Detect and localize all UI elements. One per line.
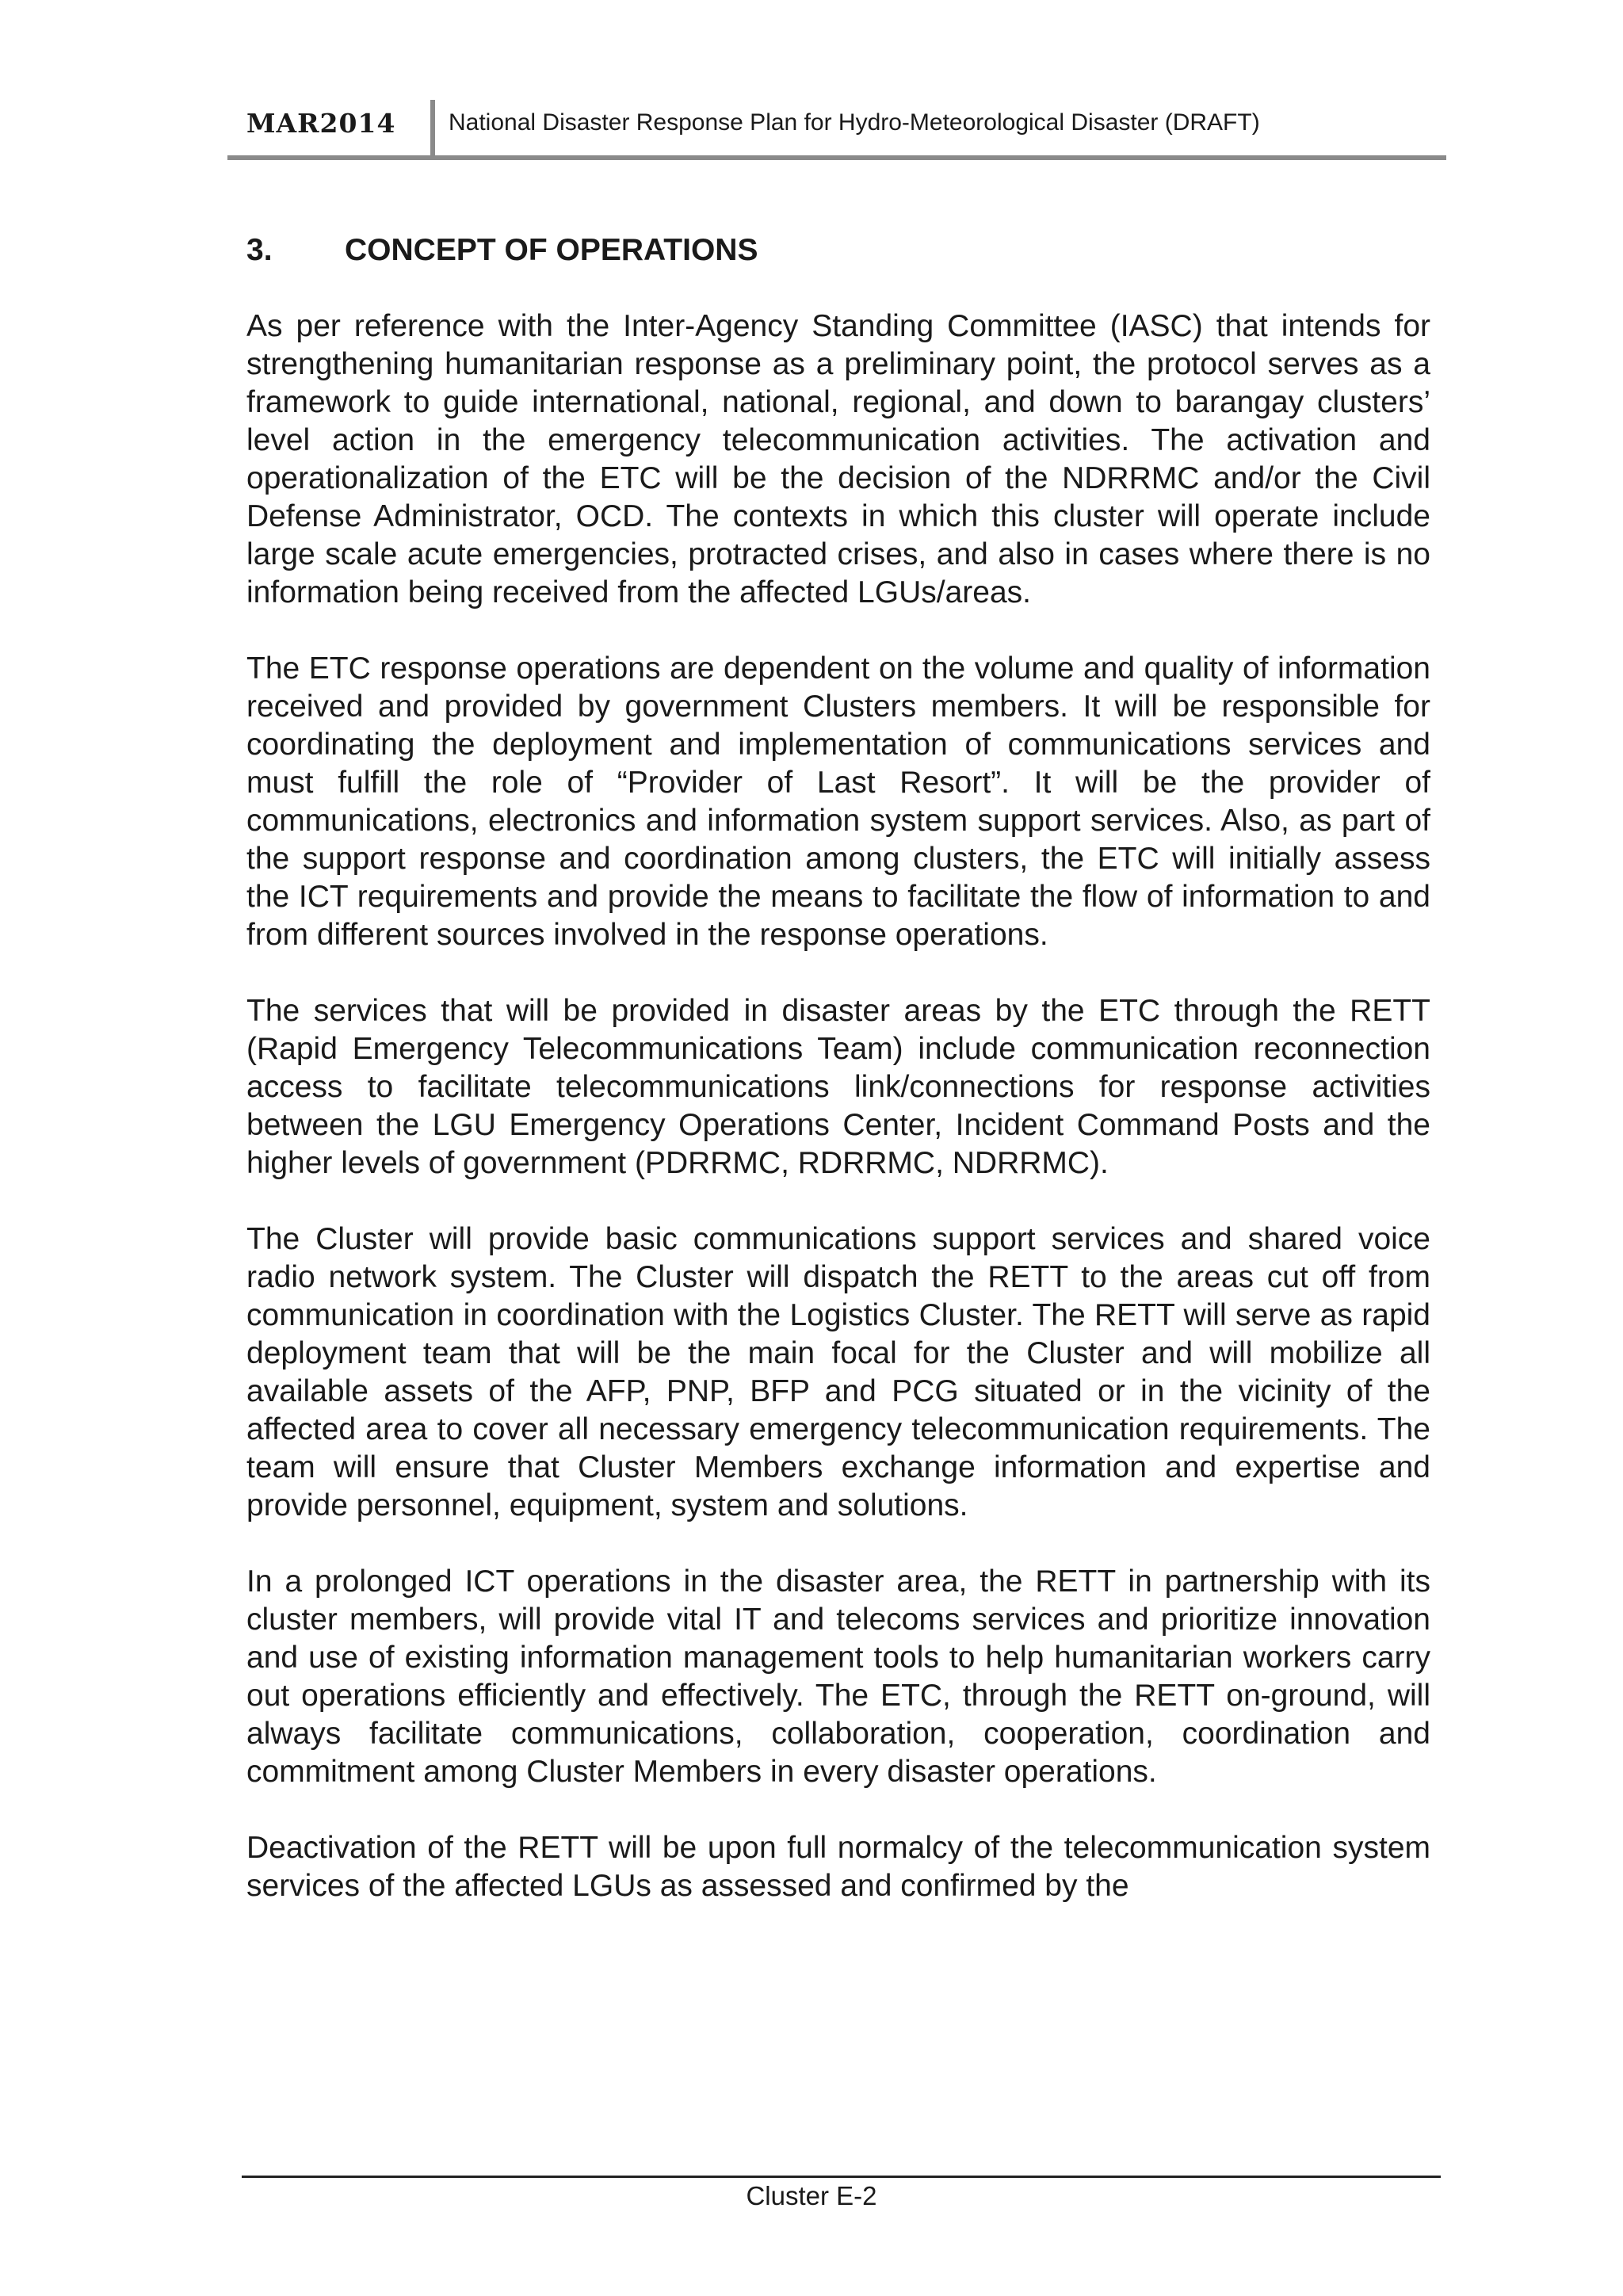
section-heading	[246, 231, 1430, 269]
paragraph-prolonged-ict: In a prolonged ICT operations in the disaster area, the RETT in partnership with its cluster members, will provide vital IT and telecoms services and prioritize innovation and use of existing information management tools to help humanitarian workers carry out operations efficiently and effectively. The ETC, through the RETT on-ground, will always facilitate communications, collaboration, cooperation, coordination and commitment among Cluster Members in every disaster operations.	[246, 1564, 1430, 1789]
page-number: Cluster E-2	[746, 2181, 877, 2210]
header-title: National Disaster Response Plan for Hydro-Meteorological Disaster (DRAFT)	[449, 109, 1260, 136]
header-date: MAR2014	[246, 108, 396, 139]
header-rule	[227, 155, 1446, 160]
section-title: CONCEPT OF OPERATIONS	[345, 233, 758, 267]
paragraph-cluster-support: The Cluster will provide basic communications support services and shared voice radio network system. The Cluster will dispatch the RETT to the areas cut off from communication in coordination with the Logistics Cluster. The RETT will serve as rapid deployment team that will be the main focal for the Cluster and will mobilize all available assets of the AFP, PNP, BFP and PCG situated or in the vicinity of the affected area to cover all necessary emergency telecommunication requirements. The team will ensure that Cluster Members exchange information and expertise and provide personnel, equipment, system and solutions.	[246, 1222, 1430, 1522]
page-header	[227, 94, 1446, 160]
paragraph-etc-response: The ETC response operations are dependent on the volume and quality of information received and provided by government Clusters members. It will be responsible for coordinating the deployment and implementation of communications services and must fulfill the role of “Provider of Last Resort”. It will be the provider of communications, electronics and information system support services. Also, as part of the support response and coordination among clusters, the ETC will initially assess the ICT requirements and provide the means to facilitate the flow of information to and from different sources involved in the response operations.	[246, 651, 1430, 952]
header-divider	[430, 100, 435, 157]
paragraph-deactivation: Deactivation of the RETT will be upon full normalcy of the telecommunication system services of the affected LGUs as assessed and confirmed by the	[246, 1831, 1430, 1903]
footer-rule	[242, 2176, 1441, 2178]
paragraph-rett-services: The services that will be provided in disaster areas by the ETC through the RETT (Rapid Emergency Telecommunications Team) include communication reconnection access to facilitate telecommunications link/connections for response activities between the LGU Emergency Operations Center, Incident Command Posts and the higher levels of government (PDRRMC, RDRRMC, NDRRMC).	[246, 994, 1430, 1180]
paragraph-iasc-framework: As per reference with the Inter-Agency Standing Committee (IASC) that intends for strengthening humanitarian response as a preliminary point, the protocol serves as a framework to guide international, national, regional, and down to barangay clusters’ level action in the emergency telecommunication activities. The activation and operationalization of the ETC will be the decision of the NDRRMC and/or the Civil Defense Administrator, OCD. The contexts in which this cluster will operate include large scale acute emergencies, protracted crises, and also in cases where there is no information being received from the affected LGUs/areas.	[246, 309, 1430, 609]
document-body	[246, 231, 1430, 1943]
section-number: 3.	[246, 233, 273, 267]
